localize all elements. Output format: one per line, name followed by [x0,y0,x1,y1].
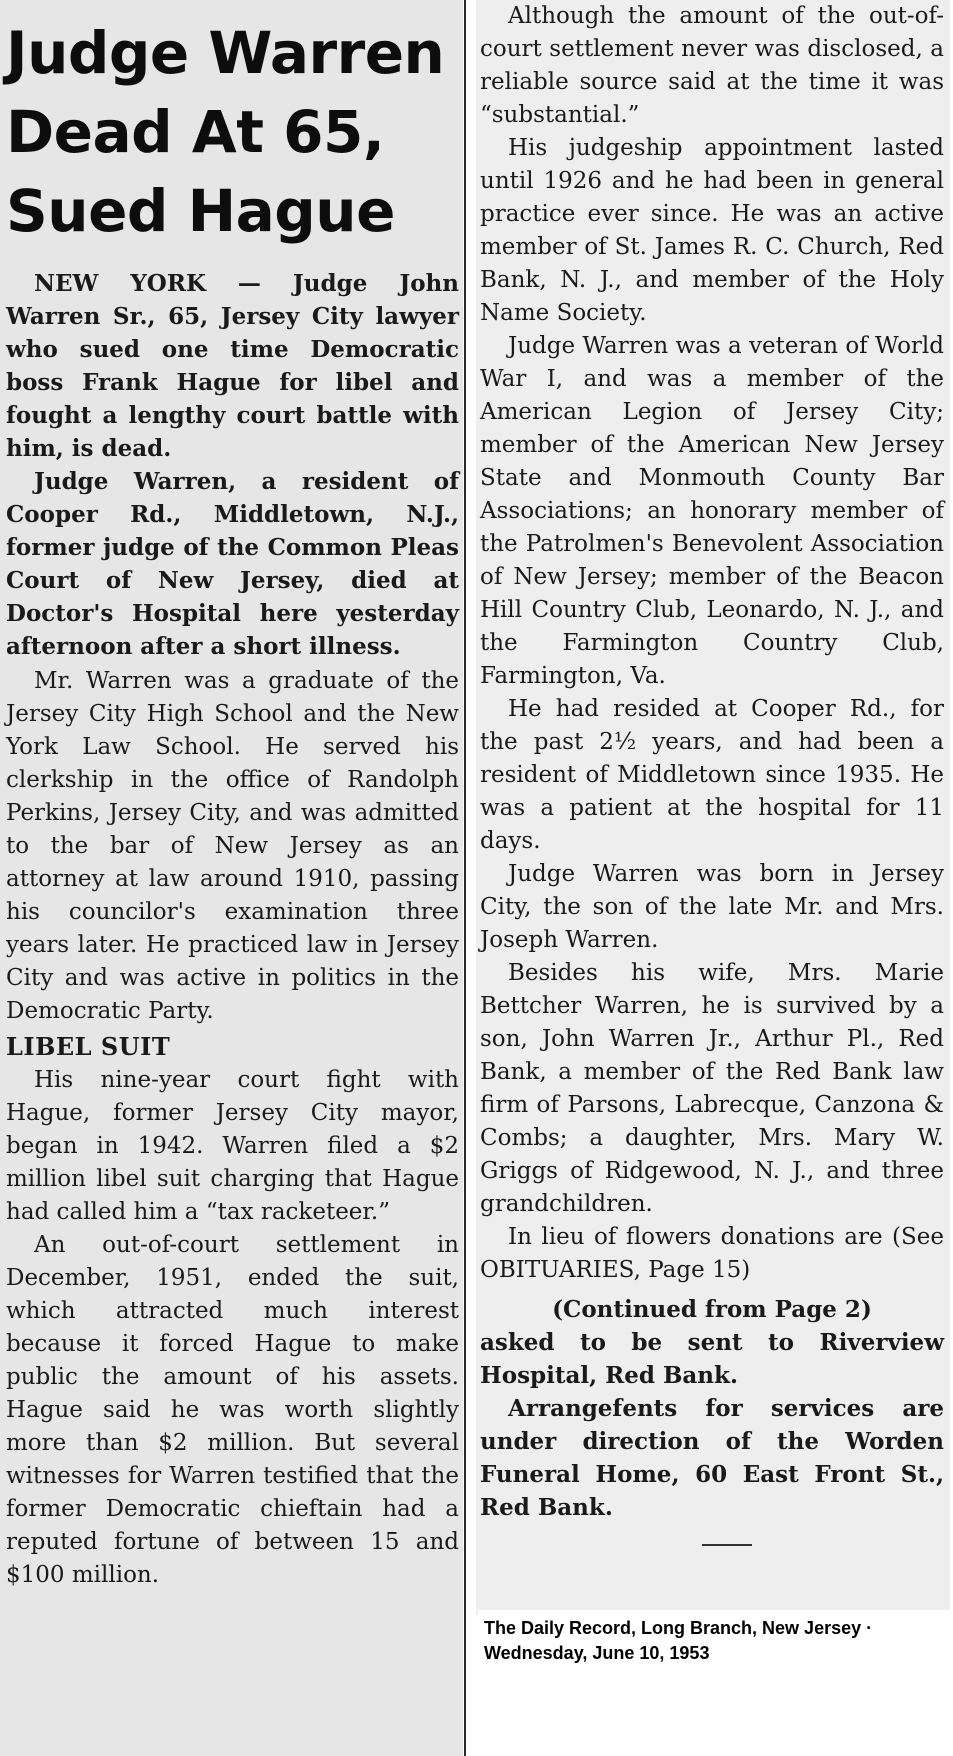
continued-paragraph: Arrangefents for services are under direction of the Worden Funeral Home, 60 East Front St., Red Bank. [480,1395,944,1521]
body-paragraph: He had resided at Cooper Rd., for the past 2½ years, and had been a resident of Middletown since 1935. He was a patient at the hospital for 11 days. [480,696,944,854]
body-paragraph: Judge Warren was a veteran of World War I, and was a member of the American Legion of Jersey City; member of the American New Jersey State and Monmouth County Bar Associations; an honorary member of the Patrolmen's Benevolent Association of New Jersey; member of the Beacon Hill Country Club, Leonardo, N. J., and the Farmington Country Club, Farmington, Va. [480,333,944,689]
body-paragraph: His nine-year court fight with Hague, former Jersey City mayor, began in 1942. Warren filed a $2 million libel suit charging that Hague had called him a “tax racketeer.” [6,1067,459,1225]
caption-line-2: Wednesday, June 10, 1953 [484,1643,710,1663]
continued-head: (Continued from Page 2) [552,1296,872,1323]
source-caption [478,1610,950,1666]
caption-line-1: The Daily Record, Long Branch, New Jersey · [484,1618,873,1638]
body-paragraph: Mr. Warren was a graduate of the Jersey City High School and the New York Law School. He served his clerkship in the office of Randolph Perkins, Jersey City, and was admitted to the bar of New Jersey as an attorney at law around 1910, passing his councilor's examination three years later. He practiced law in Jersey City and was active in politics in the Democratic Party. [6,668,459,1024]
lead-paragraphs [6,267,459,663]
headline-line-3: Sued Hague [6,177,395,245]
body-paragraph: Besides his wife, Mrs. Marie Bettcher Warren, he is survived by a son, John Warren Jr., Arthur Pl., Red Bank, a member of the Red Bank law firm of Parsons, Labrecque, Canzona & Combs; a daughter, Mrs. Mary W. Griggs of Ridgewood, N. J., and three grandchildren. [480,960,944,1217]
end-rule [702,1544,752,1546]
headline [6,14,459,251]
left-column [0,0,463,1756]
headline-line-2: Dead At 65, [6,98,385,166]
continued-section [480,1293,944,1524]
body-paragraph: In lieu of flowers donations are (See OBITUARIES, Page 15) [480,1224,944,1283]
column-divider [464,0,466,1756]
body-paragraph: His judgeship appointment lasted until 1926 and he had been in general practice ever since. He was an active member of St. James R. C. Church, Red Bank, N. J., and member of the Holy Name Society. [480,135,944,326]
headline-line-1: Judge Warren [6,19,445,87]
continued-paragraph: asked to be sent to Riverview Hospital, Red Bank. [480,1329,944,1389]
lead-paragraph: NEW YORK — Judge John Warren Sr., 65, Jersey City lawyer who sued one time Democratic boss Frank Hague for libel and fought a lengthy court battle with him, is dead. [6,270,459,462]
lead-paragraph: Judge Warren, a resident of Cooper Rd., Middletown, N.J., former judge of the Common Pleas Court of New Jersey, died at Doctor's Hospital here yesterday afternoon after a short illness. [6,468,459,660]
subhead-libel-suit: LIBEL SUIT [6,1032,171,1061]
right-column [476,0,950,1615]
body-paragraph: Although the amount of the out-of-court settlement never was disclosed, a reliable source said at the time it was “substantial.” [480,3,944,128]
body-paragraph: Judge Warren was born in Jersey City, the son of the late Mr. and Mrs. Joseph Warren. [480,861,944,953]
body-paragraph: An out-of-court settlement in December, 1951, ended the suit, which attracted much interest because it forced Hague to make public the amount of his assets. Hague said he was worth slightly more than $2 million. But several witnesses for Warren testified that the former Democratic chieftain had a reputed fortune of between 15 and $100 million. [6,1232,459,1588]
